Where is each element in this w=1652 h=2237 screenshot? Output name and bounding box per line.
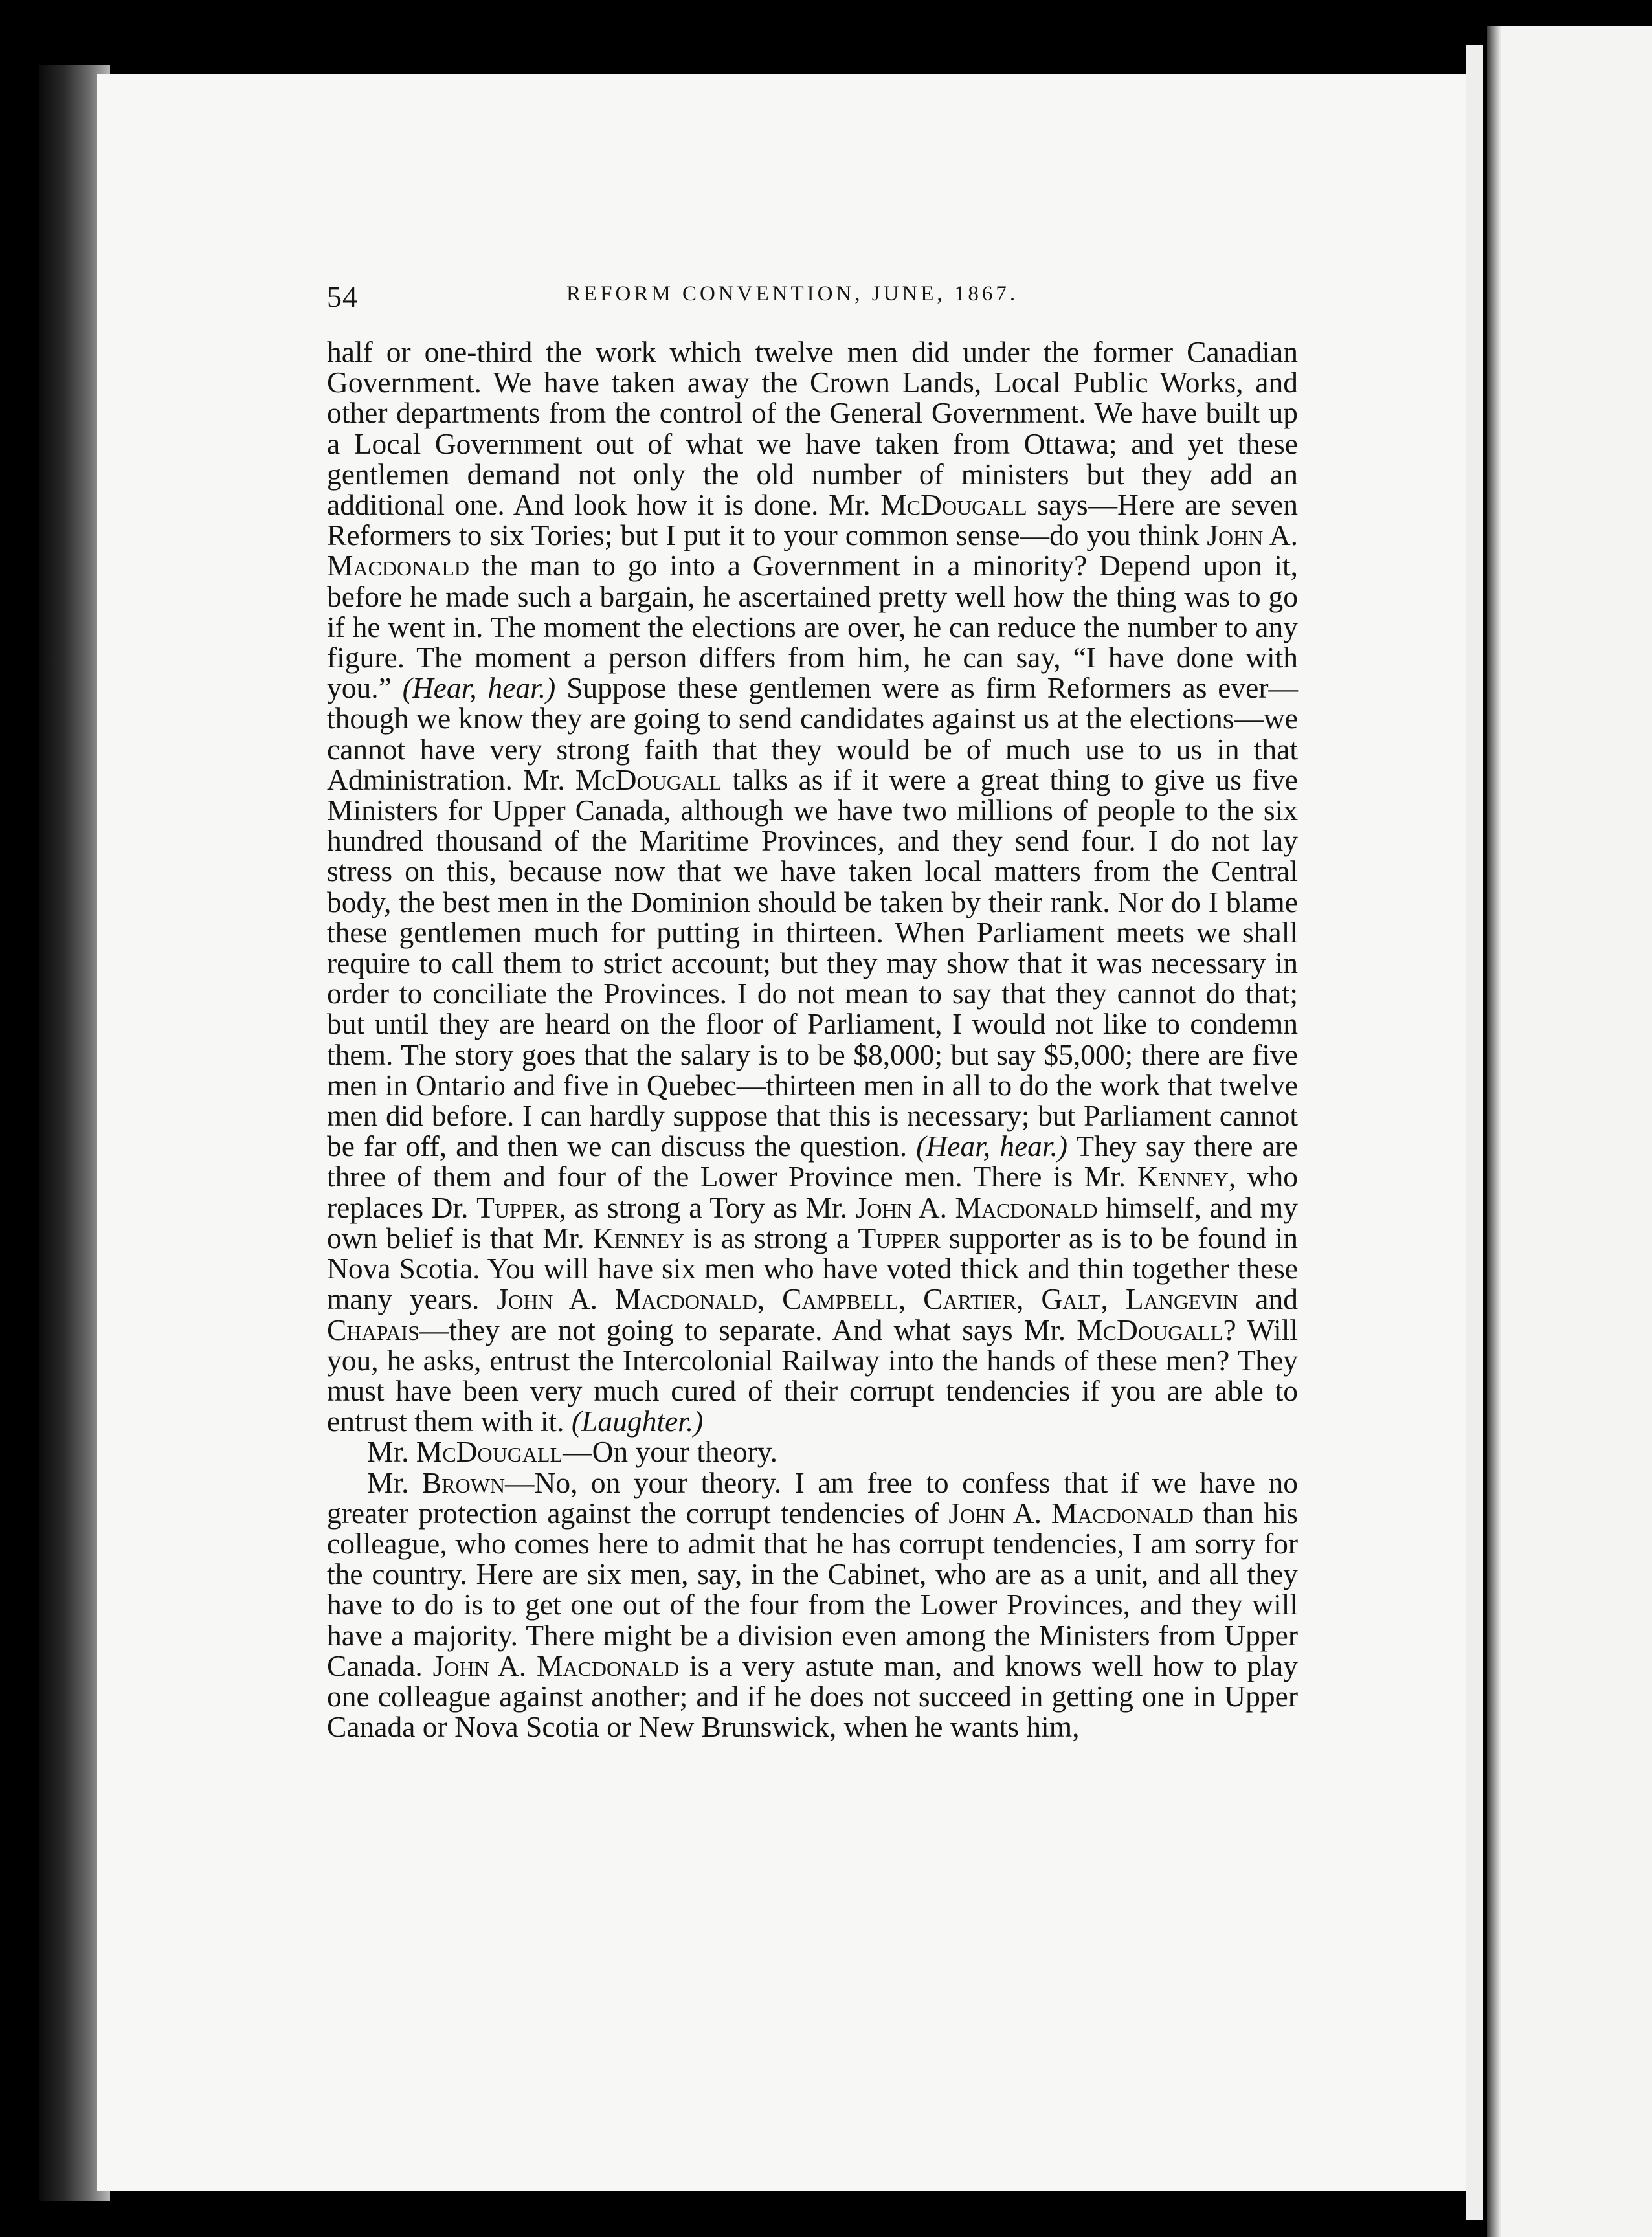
- person-name: John A. Macdonald: [327, 518, 1298, 583]
- page-number: 54: [327, 280, 358, 313]
- body-text: [327, 337, 1298, 2149]
- text-run: , who replaces Dr.: [327, 1160, 1298, 1224]
- text-run: half or one-third the work which twelve men did under the former Canadian Government. We have taken away the Crown Lands, Local Public Works, and other departments from the control of the General Government. We have built up a Local Government out of what we have taken from Ottawa; and yet these gentlemen demand not only the old number of ministers but they add an additional one. And look how it is done. Mr.: [327, 335, 1298, 522]
- text-run: himself, and my own belief is that Mr.: [327, 1190, 1298, 1254]
- running-title: REFORM CONVENTION, JUNE, 1867.: [566, 282, 1019, 306]
- person-name: McDougall: [575, 762, 722, 796]
- person-names: John A. Macdonald, Campbell, Cartier, Galt, Langevin: [497, 1282, 1238, 1316]
- text-run: says—Here are seven Reformers to six Tories; but I put it to your common sense—do you think: [327, 488, 1298, 552]
- speaker-name: McDougall: [880, 488, 1027, 522]
- text-run: Mr.: [367, 1435, 416, 1469]
- person-name: McDougall: [1077, 1313, 1223, 1346]
- person-name: Tupper: [476, 1190, 559, 1224]
- text-run: —they are not going to separate. And what says Mr.: [419, 1313, 1077, 1346]
- person-name: John A. Macdonald: [855, 1190, 1098, 1224]
- text-run: the man to go into a Government in a minority? Depend upon it, before he made such a bargain, he ascertained pretty well how the thing was to go if he went in. The moment the elections are over, he can reduce the number to any figure. The moment a person differs from him, he can say, “I have done with you.”: [327, 549, 1298, 705]
- text-run: , as strong a Tory as Mr.: [559, 1190, 856, 1224]
- paragraph: [327, 1467, 1298, 1742]
- text-run: supporter as is to be found in Nova Scotia. You will have six men who have voted thick and thin together these many years.: [327, 1221, 1298, 1316]
- person-name: Kenney: [592, 1221, 685, 1254]
- text-run: Mr.: [367, 1465, 422, 1499]
- person-name: Chapais: [327, 1313, 419, 1346]
- text-run: —On your theory.: [563, 1435, 777, 1469]
- person-name: John A. Macdonald: [948, 1496, 1194, 1530]
- speaker-name: McDougall: [416, 1435, 563, 1469]
- person-name: Tupper: [858, 1221, 941, 1254]
- text-run: than his colleague, who comes here to admit that he has corrupt tendencies, I am sorry for the country. Here are six men, say, in the Cabinet, who are as a unit, and all they have to do is to get one out of the four from the Lower Provinces, and they will have a majority. There might be a division even among the Ministers from Upper Canada.: [327, 1496, 1298, 1682]
- person-name: Kenney: [1137, 1160, 1229, 1194]
- page-header: [327, 280, 1298, 325]
- adjacent-page-shadow: [1487, 26, 1501, 2237]
- text-run: Suppose these gentlemen were as firm Reformers as ever—though we know they are going to send candidates against us at the elections—we cannot have very strong faith that they would be of much use to us in that Administration. Mr.: [327, 671, 1298, 796]
- text-run: is as strong a: [684, 1221, 858, 1254]
- text-run: —No, on your theory. I am free to confess that if we have no greater protection against the corrupt tendencies of: [327, 1465, 1298, 1530]
- text-run: They say there are three of them and four of the Lower Province men. There is Mr.: [327, 1130, 1298, 1194]
- text-run: and: [1238, 1282, 1298, 1316]
- audience-reaction: (Hear, hear.): [402, 671, 556, 705]
- audience-reaction: (Hear, hear.): [916, 1130, 1068, 1163]
- text-run: ? Will you, he asks, entrust the Intercolonial Railway into the hands of these men? They must have been very much cured of their corrupt tendencies if you are able to entrust them with it.: [327, 1313, 1298, 1438]
- paragraph: [327, 1436, 1298, 1467]
- paragraph: [327, 337, 1298, 1436]
- text-run: talks as if it were a great thing to give us five Ministers for Upper Canada, although we have two millions of people to the six hundred thousand of the Maritime Provinces, and they send four. I do not lay stress on this, because now that we have taken local matters from the Central body, the best men in the Dominion should be taken by their rank. Nor do I blame these gentlemen much for putting in thirteen. When Parliament meets we shall require to call them to strict account; but they may show that it was necessary in order to conciliate the Provinces. I do not mean to say that they cannot do that; but until they are heard on the floor of Parliament, I would not like to condemn them. The story goes that the salary is to be $8,000; but say $5,000; there are five men in Ontario and five in Quebec—thirteen men in all to do the work that twelve men did before. I can hardly suppose that this is necessary; but Parliament cannot be far off, and then we can discuss the question.: [327, 762, 1299, 1163]
- page-fold-strip: [1466, 45, 1483, 2220]
- text-run: is a very astute man, and knows well how to play one colleague against another; and if he does not succeed in getting one in Upper Canada or Nova Scotia or New Brunswick, when he wants him,: [327, 1649, 1299, 1744]
- audience-reaction: (Laughter.): [571, 1405, 704, 1438]
- speaker-name: Brown: [421, 1465, 505, 1499]
- adjacent-page-edge: [1487, 26, 1652, 2237]
- person-name: John A. Macdonald: [432, 1649, 679, 1682]
